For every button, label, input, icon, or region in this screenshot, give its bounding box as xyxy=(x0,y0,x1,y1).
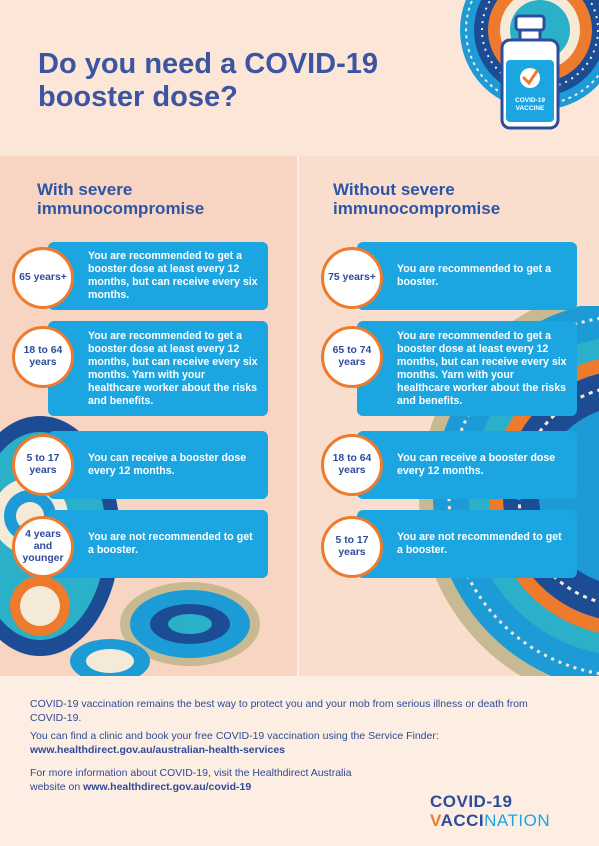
booster-columns xyxy=(0,156,599,676)
card-text: You can receive a booster dose every 12 months. xyxy=(88,452,247,477)
website-on-text: website on xyxy=(30,781,81,793)
vaccine-vial-icon xyxy=(498,14,562,132)
card-text: You are recommended to get a booster dose at least every 12 months, but can receive every six months. xyxy=(88,250,258,301)
footer-paragraph-1: COVID-19 vaccination remains the best way to protect you and your mob from serious illness or death from COVID-19. xyxy=(30,698,528,724)
right-column xyxy=(299,156,599,676)
left-card-65-plus xyxy=(48,242,268,310)
covid-vaccination-logo xyxy=(430,792,550,830)
age-badge: 65 years+ xyxy=(12,247,74,309)
column-divider xyxy=(297,156,299,676)
svg-text:VACCINE: VACCINE xyxy=(515,105,545,112)
age-badge: 5 to 17 years xyxy=(321,516,383,578)
footer-paragraph-3 xyxy=(30,766,530,794)
age-badge: 18 to 64 years xyxy=(321,434,383,496)
footer-paragraph-2 xyxy=(30,729,530,757)
card-text: You can receive a booster dose every 12 months. xyxy=(397,452,556,477)
left-column-heading: With severe immunocompromise xyxy=(37,180,205,218)
age-badge: 65 to 74 years xyxy=(321,326,383,388)
header xyxy=(0,0,599,156)
left-card-18-to-64 xyxy=(48,321,268,416)
age-badge: 5 to 17 years xyxy=(12,434,74,496)
footer xyxy=(0,676,599,846)
card-text: You are recommended to get a booster. xyxy=(397,263,552,288)
age-badge: 18 to 64 years xyxy=(12,326,74,388)
card-text: You are not recommended to get a booster. xyxy=(88,531,253,556)
card-text: You are recommended to get a booster dose at least every 12 months, but can receive every six months. Yarn with your healthcare worker about the risks and benefits. xyxy=(88,329,258,407)
left-card-4-and-younger xyxy=(48,510,268,578)
health-services-link[interactable]: www.healthdirect.gov.au/australian-health-services xyxy=(30,744,285,756)
age-badge: 75 years+ xyxy=(321,247,383,309)
logo-check-v: V xyxy=(430,811,441,830)
age-badge: 4 years and younger xyxy=(12,516,74,578)
card-text: You are not recommended to get a booster. xyxy=(397,531,562,556)
right-card-5-to-17 xyxy=(357,510,577,578)
logo-nation: NATION xyxy=(484,811,551,830)
logo-line-2 xyxy=(430,811,550,830)
right-card-75-plus xyxy=(357,242,577,310)
covid-info-link[interactable]: www.healthdirect.gov.au/covid-19 xyxy=(83,781,252,793)
logo-acci: ACCI xyxy=(440,811,485,830)
right-column-heading: Without severe immunocompromise xyxy=(333,180,501,218)
card-text: You are recommended to get a booster dose at least every 12 months, but can receive every six months. Yarn with your healthcare worker about the risks and benefits. xyxy=(397,329,567,407)
service-finder-text: You can find a clinic and book your free COVID-19 vaccination using the Service Finder: xyxy=(30,730,439,742)
right-card-18-to-64 xyxy=(357,431,577,499)
svg-text:COVID-19: COVID-19 xyxy=(515,97,545,104)
left-column xyxy=(0,156,297,676)
more-info-text: For more information about COVID-19, visit the Healthdirect Australia xyxy=(30,767,352,779)
logo-line-1: COVID-19 xyxy=(430,792,513,811)
right-card-65-to-74 xyxy=(357,321,577,416)
left-card-5-to-17 xyxy=(48,431,268,499)
page-title: Do you need a COVID-19 booster dose? xyxy=(38,48,379,113)
